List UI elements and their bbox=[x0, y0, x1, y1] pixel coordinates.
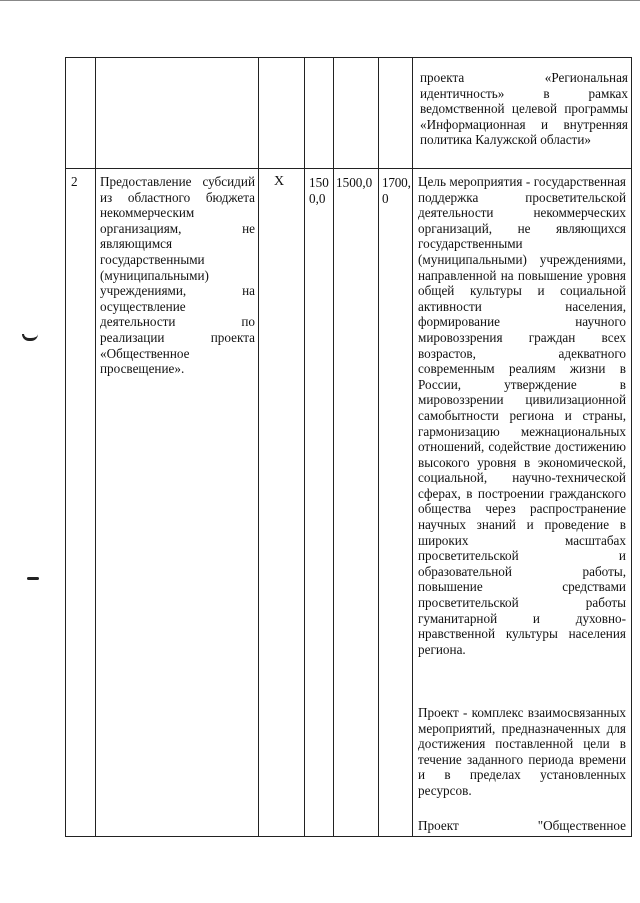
column-border bbox=[333, 57, 334, 837]
row-separator bbox=[65, 168, 631, 169]
row1-description: проекта «Региональная идентичность» в рамках ведомственной целевой программы «Информационная и внутренняя политика Калужской области» bbox=[420, 70, 628, 148]
row2-mark: Х bbox=[274, 174, 285, 189]
row2-description-continued: Проект "Общественное bbox=[418, 818, 626, 833]
row2-value3: 1700,0 bbox=[382, 175, 411, 206]
row2-number: 2 bbox=[71, 174, 78, 189]
scan-edge bbox=[0, 0, 640, 1]
column-border bbox=[631, 57, 632, 837]
table-top-border bbox=[65, 57, 631, 58]
table-bottom-border bbox=[65, 836, 631, 837]
scan-artifact bbox=[22, 334, 38, 341]
scan-artifact bbox=[27, 577, 39, 580]
row2-value2: 1500,0 bbox=[336, 175, 373, 190]
column-border bbox=[304, 57, 305, 837]
row2-description-project: Проект - комплекс взаимосвязанных мероприятий, предназначенных для достижения поставленной цели в течение заданного периода времени и в пределах установленных ресурсов. bbox=[418, 705, 626, 798]
column-border bbox=[65, 57, 66, 837]
column-border bbox=[258, 57, 259, 837]
row2-description: Цель мероприятия - государственная поддержка просветительской деятельности некоммерческих организаций, не являющихся государственными (муниципальными) учреждениями, направленной на повышение уровня общей культуры и социальной активности населения, формирование научного мировоззрения граждан всех возрастов, адекватного современным реалиям жизни в России, утверждение в мировоззрении цивилизационной самобытности региона и страны, гармонизацию межнациональных отношений, содействие достижению высокого уровня в экономической, социальной, научно-технической сферах, в построении гражданского общества через распространение научных знаний и проведение в широких масштабах просветительской и образовательной работы, повышение средствами просветительской работы гуманитарной и духовно-нравственной культуры населения региона. bbox=[418, 174, 626, 657]
column-border bbox=[95, 57, 96, 837]
row2-value1: 1500,0 bbox=[309, 175, 329, 206]
column-border bbox=[412, 57, 413, 837]
row2-name: Предоставление субсидий из областного бюджета некоммерческим организациям, не являющимся государственными (муниципальными) учреждениями, на осуществление деятельности по реализации проекта «Общественное просвещение». bbox=[100, 174, 255, 377]
column-border bbox=[378, 57, 379, 837]
